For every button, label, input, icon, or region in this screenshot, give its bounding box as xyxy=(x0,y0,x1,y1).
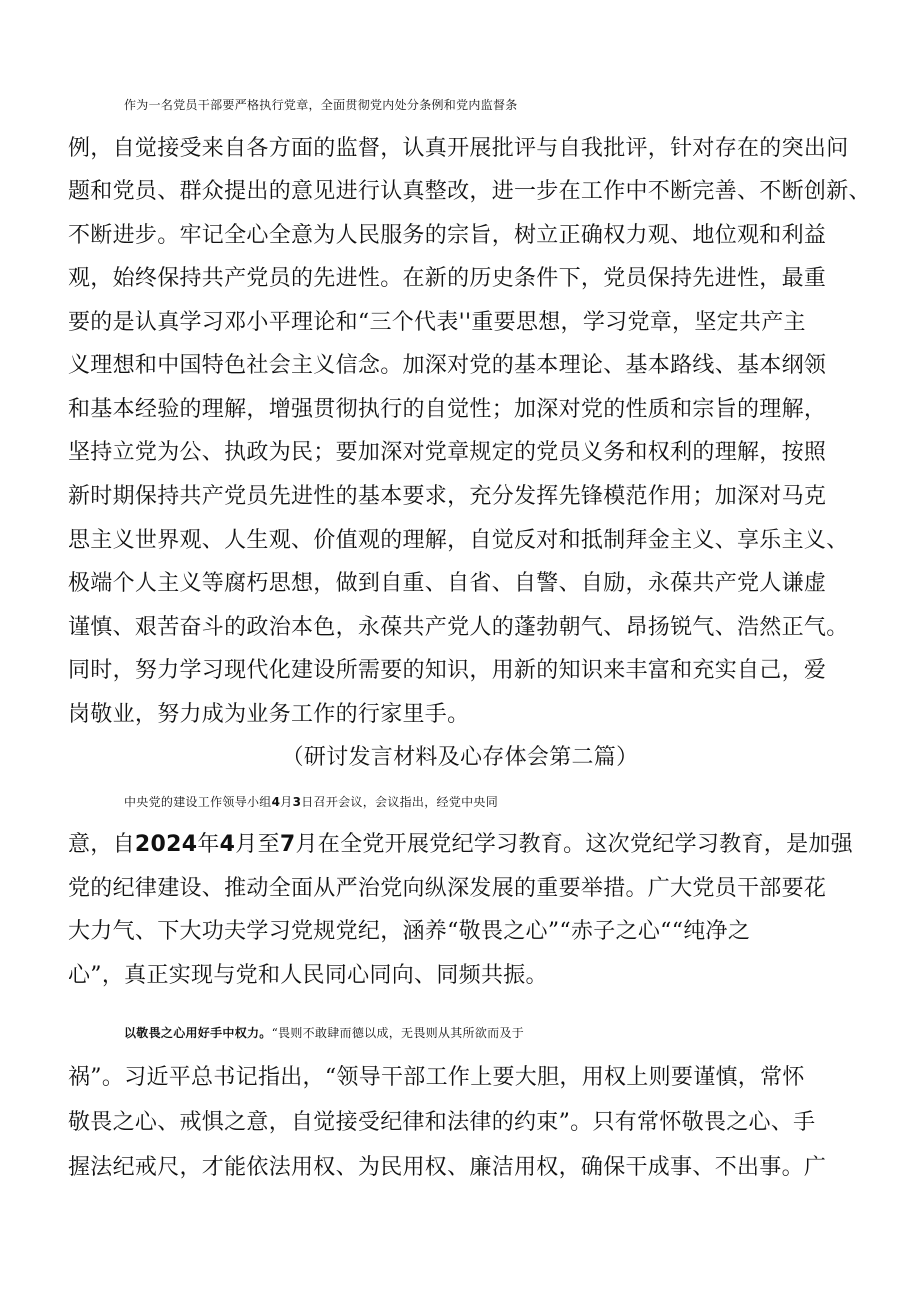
paragraph-one-line: 题和党员、群众提出的意见进行认真整改，进一步在工作中不断完善、不断创新、 xyxy=(68,179,871,204)
section-heading: （研讨发言材料及心存体会第二篇） xyxy=(281,745,639,770)
paragraph-one-line: 作为一名党员干部要严格执行党章，全面贯彻党内处分条例和党内监督条 xyxy=(124,98,518,112)
paragraph-two-line xyxy=(124,787,920,817)
paragraph-lead: 以敬畏之心用好手中权力。 xyxy=(124,1026,272,1040)
date-number: 4 xyxy=(271,795,281,809)
paragraph-one-line: 新时期保持共产党员先进性的基本要求，充分发挥先锋模范作用；加深对马克 xyxy=(68,484,827,509)
paragraph-one-line: 要的是认真学习邓小平理论和“三个代表''重要思想，学习党章，坚定共产主 xyxy=(68,310,806,335)
paragraph-one-line: 岗敬业，努力成为业务工作的行家里手。 xyxy=(68,702,470,727)
text-run: 年 xyxy=(197,832,220,857)
paragraph-one-line: 和基本经验的理解，增强贯彻执行的自觉性；加深对党的性质和宗旨的理解， xyxy=(68,397,827,422)
date-number: 4 xyxy=(219,832,236,857)
paragraph-two-line: 党的纪律建设、推动全面从严治党向纵深发展的重要举措。广大党员干部要花 xyxy=(68,876,827,901)
text-run: 月在全党开展党纪学习教育。这次党纪学习教育，是加强 xyxy=(295,832,853,857)
date-number: 3 xyxy=(292,795,302,809)
paragraph-one-line: 思主义世界观、人生观、价值观的理解，自觉反对和抵制拜金主义、享乐主义、 xyxy=(68,528,849,553)
paragraph-three-line xyxy=(124,1018,920,1048)
paragraph-two-line xyxy=(68,830,908,860)
paragraph-three-line: 敬畏之心、戒惧之意，自觉接受纪律和法律的约束”。只有常怀敬畏之心、手 xyxy=(68,1110,816,1135)
paragraph-one-line: 义理想和中国特色社会主义信念。加深对党的基本理论、基本路线、基本纲领 xyxy=(68,353,827,378)
paragraph-one-line: 坚持立党为公、执政为民；要加深对党章规定的党员义务和权利的理解，按照 xyxy=(68,440,827,465)
paragraph-three-line: 握法纪戒尺，才能依法用权、为民用权、廉洁用权，确保干成事、不出事。广 xyxy=(68,1155,827,1180)
text-run: 日召开会议，会议指出，经党中央同 xyxy=(301,795,499,809)
paragraph-three-line: 祸”。习近平总书记指出，“领导干部工作上要大胆，用权上则要谨慎，常怀 xyxy=(68,1065,805,1090)
paragraph-one-line: 谨慎、艰苦奋斗的政治本色，永葆共产党人的蓬勃朝气、昂扬锐气、浩然正气。 xyxy=(68,615,849,640)
paragraph-one-line: 不断进步。牢记全心全意为人民服务的宗旨，树立正确权力观、地位观和利益 xyxy=(68,223,827,248)
text-run: 中央党的建设工作领导小组 xyxy=(124,795,272,809)
text-run: “畏则不敢肆而德以成，无畏则从其所欲而及于 xyxy=(271,1026,525,1040)
text-run: 意，自 xyxy=(68,832,135,857)
text-run: 月至 xyxy=(235,832,280,857)
paragraph-one-line: 观，始终保持共产党员的先进性。在新的历史条件下，党员保持先进性，最重 xyxy=(68,266,827,291)
paragraph-one-line: 同时，努力学习现代化建设所需要的知识，用新的知识来丰富和充实自己，爱 xyxy=(68,658,827,683)
paragraph-one-line: 例，自觉接受来自各方面的监督，认真开展批评与自我批评，针对存在的突出问 xyxy=(68,136,849,161)
paragraph-two-line: 心”，真正实现与党和人民同心同向、同频共振。 xyxy=(68,963,548,988)
year-number: 2024 xyxy=(134,832,198,857)
paragraph-two-line: 大力气、下大功夫学习党规党纪，涵养“敬畏之心”“赤子之心““纯净之 xyxy=(68,919,751,944)
paragraph-one-line: 极端个人主义等腐朽思想，做到自重、自省、自警、自励，永葆共产党人谦虚 xyxy=(68,571,827,596)
date-number: 7 xyxy=(279,832,296,857)
text-run: 月 xyxy=(280,795,293,809)
